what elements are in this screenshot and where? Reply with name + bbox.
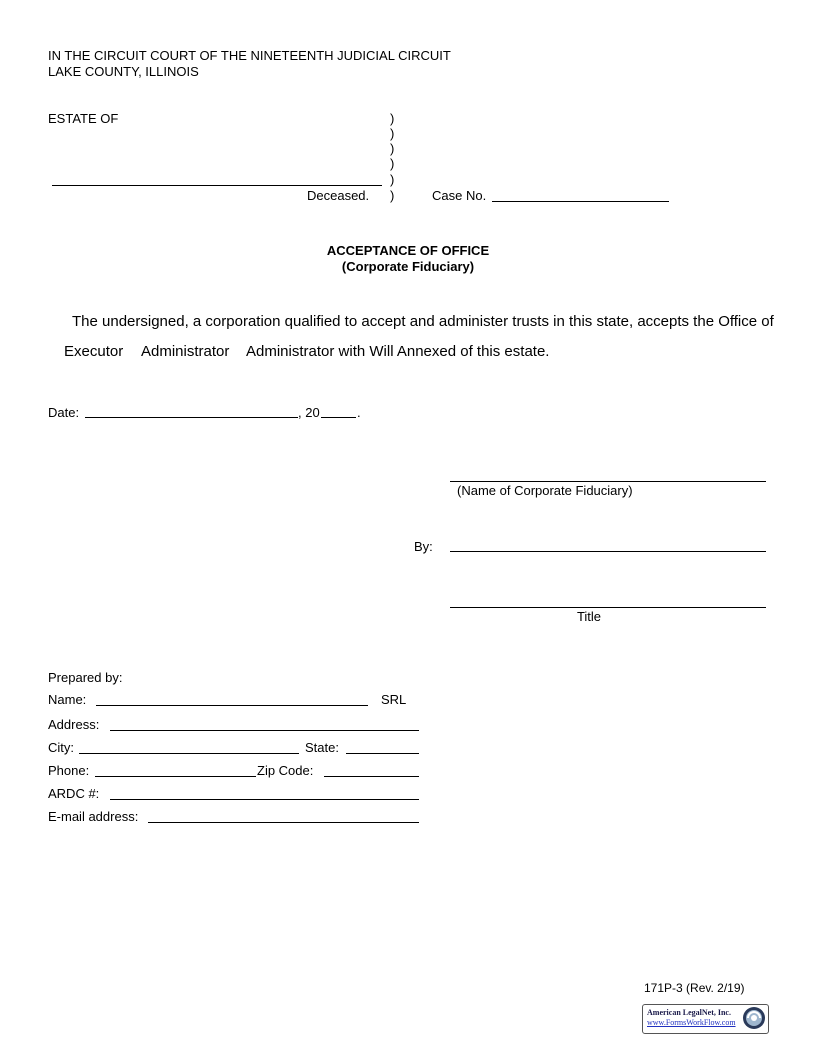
publisher-logo[interactable] bbox=[642, 1004, 769, 1034]
acceptance-statement: The undersigned, a corporation qualified to accept and administer trusts in this state, accepts the Office of bbox=[72, 313, 774, 330]
city-label: City: bbox=[48, 740, 74, 755]
caption-paren: ) bbox=[390, 141, 395, 156]
decedent-name-line[interactable] bbox=[52, 185, 382, 186]
email-label: E-mail address: bbox=[48, 809, 139, 824]
caption-paren: ) bbox=[390, 172, 395, 187]
globe-icon bbox=[742, 1006, 766, 1030]
date-year-prefix: , 20 bbox=[298, 405, 320, 420]
zip-label: Zip Code: bbox=[257, 763, 314, 778]
caption-paren: ) bbox=[390, 126, 395, 141]
state-label: State: bbox=[305, 740, 339, 755]
document-title: ACCEPTANCE OF OFFICE bbox=[326, 243, 490, 258]
name-line[interactable] bbox=[96, 705, 368, 706]
title-line[interactable] bbox=[450, 607, 766, 608]
caption-paren: ) bbox=[390, 156, 395, 171]
by-signature-line[interactable] bbox=[450, 551, 766, 552]
option-executor[interactable]: Executor bbox=[64, 343, 124, 360]
date-line[interactable] bbox=[85, 417, 298, 418]
caption-paren: ) bbox=[390, 111, 395, 126]
state-line[interactable] bbox=[346, 753, 419, 754]
ardc-line[interactable] bbox=[110, 799, 419, 800]
srl-label: SRL bbox=[381, 692, 407, 707]
date-period: . bbox=[357, 405, 361, 420]
deceased-label: Deceased. bbox=[307, 188, 370, 203]
case-no-label: Case No. bbox=[432, 188, 487, 203]
title-caption: Title bbox=[576, 609, 602, 624]
logo-company-name: American LegalNet, Inc. bbox=[647, 1008, 731, 1017]
estate-of-label: ESTATE OF bbox=[48, 111, 119, 126]
case-no-line[interactable] bbox=[492, 201, 669, 202]
name-label: Name: bbox=[48, 692, 87, 707]
fiduciary-name-line[interactable] bbox=[450, 481, 766, 482]
address-line[interactable] bbox=[110, 730, 419, 731]
email-line[interactable] bbox=[148, 822, 419, 823]
phone-label: Phone: bbox=[48, 763, 90, 778]
option-administrator-will-annexed[interactable]: Administrator with Will Annexed of this estate. bbox=[246, 343, 550, 360]
city-line[interactable] bbox=[79, 753, 299, 754]
fiduciary-name-caption: (Name of Corporate Fiduciary) bbox=[457, 483, 633, 498]
caption-paren: ) bbox=[390, 188, 395, 203]
date-label: Date: bbox=[48, 405, 80, 420]
prepared-by-heading: Prepared by: bbox=[48, 670, 123, 685]
document-subtitle: (Corporate Fiduciary) bbox=[341, 259, 475, 274]
logo-url[interactable]: www.FormsWorkFlow.com bbox=[647, 1018, 736, 1027]
county-name: LAKE COUNTY, ILLINOIS bbox=[48, 64, 199, 79]
court-name: IN THE CIRCUIT COURT OF THE NINETEENTH JUDICIAL CIRCUIT bbox=[48, 48, 451, 63]
address-label: Address: bbox=[48, 717, 100, 732]
by-label: By: bbox=[414, 539, 433, 554]
option-administrator[interactable]: Administrator bbox=[141, 343, 230, 360]
zip-line[interactable] bbox=[324, 776, 419, 777]
form-number: 171P-3 (Rev. 2/19) bbox=[644, 981, 745, 995]
date-year-line[interactable] bbox=[321, 417, 356, 418]
ardc-label: ARDC #: bbox=[48, 786, 100, 801]
phone-line[interactable] bbox=[95, 776, 256, 777]
